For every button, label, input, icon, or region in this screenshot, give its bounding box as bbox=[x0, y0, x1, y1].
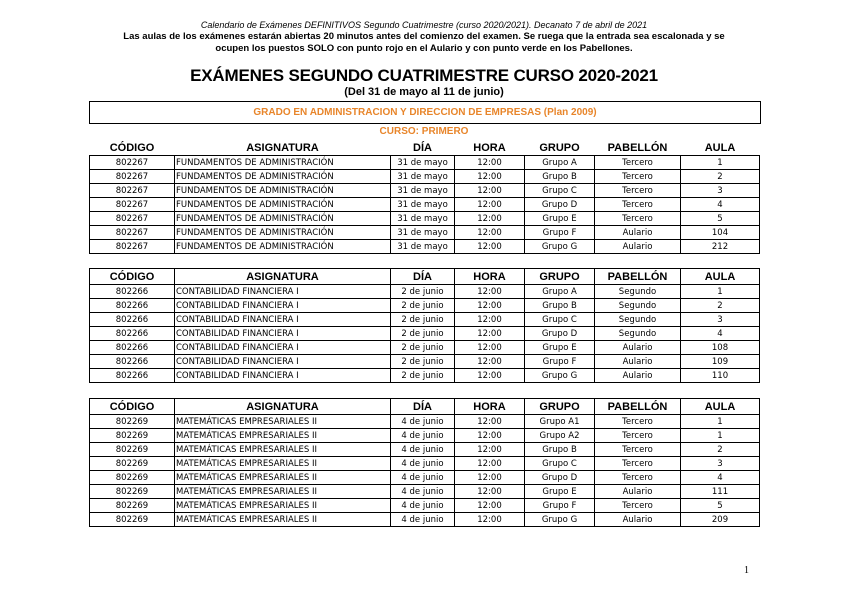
cell-grupo: Grupo A bbox=[525, 285, 595, 299]
cell-pabellon: Aulario bbox=[595, 513, 681, 527]
cell-aula: 4 bbox=[681, 471, 760, 485]
cell-pabellon: Aulario bbox=[595, 240, 681, 254]
cell-aula: 111 bbox=[681, 485, 760, 499]
table-row bbox=[90, 156, 760, 170]
cell-pabellon: Tercero bbox=[595, 471, 681, 485]
cell-hora: 12:00 bbox=[455, 471, 525, 485]
cell-aula: 4 bbox=[681, 327, 760, 341]
page-number: 1 bbox=[744, 565, 749, 576]
cell-codigo: 802267 bbox=[90, 184, 175, 198]
exam-table-fundamentos bbox=[89, 140, 760, 254]
cell-asignatura: MATEMÁTICAS EMPRESARIALES II bbox=[175, 443, 391, 457]
cell-grupo: Grupo D bbox=[525, 327, 595, 341]
col-codigo: CÓDIGO bbox=[90, 140, 175, 156]
cell-asignatura: CONTABILIDAD FINANCIERA I bbox=[175, 369, 391, 383]
cell-dia: 2 de junio bbox=[391, 285, 455, 299]
table-row bbox=[90, 429, 760, 443]
cell-pabellon: Aulario bbox=[595, 341, 681, 355]
cell-codigo: 802266 bbox=[90, 327, 175, 341]
cell-codigo: 802266 bbox=[90, 369, 175, 383]
cell-asignatura: MATEMÁTICAS EMPRESARIALES II bbox=[175, 499, 391, 513]
cell-asignatura: CONTABILIDAD FINANCIERA I bbox=[175, 341, 391, 355]
cell-aula: 2 bbox=[681, 443, 760, 457]
cell-aula: 1 bbox=[681, 285, 760, 299]
cell-grupo: Grupo C bbox=[525, 457, 595, 471]
cell-grupo: Grupo C bbox=[525, 313, 595, 327]
table-header-row bbox=[90, 269, 760, 285]
cell-grupo: Grupo B bbox=[525, 443, 595, 457]
cell-dia: 2 de junio bbox=[391, 341, 455, 355]
cell-hora: 12:00 bbox=[455, 313, 525, 327]
table-row bbox=[90, 415, 760, 429]
cell-aula: 110 bbox=[681, 369, 760, 383]
cell-codigo: 802267 bbox=[90, 212, 175, 226]
cell-grupo: Grupo E bbox=[525, 341, 595, 355]
col-aula: AULA bbox=[681, 140, 760, 156]
table-row bbox=[90, 485, 760, 499]
cell-asignatura: FUNDAMENTOS DE ADMINISTRACIÓN bbox=[175, 226, 391, 240]
cell-codigo: 802266 bbox=[90, 285, 175, 299]
cell-codigo: 802269 bbox=[90, 457, 175, 471]
cell-aula: 1 bbox=[681, 415, 760, 429]
table-row bbox=[90, 240, 760, 254]
cell-asignatura: FUNDAMENTOS DE ADMINISTRACIÓN bbox=[175, 170, 391, 184]
cell-grupo: Grupo F bbox=[525, 499, 595, 513]
cell-pabellon: Segundo bbox=[595, 299, 681, 313]
col-dia: DÍA bbox=[391, 399, 455, 415]
col-asignatura: ASIGNATURA bbox=[175, 399, 391, 415]
cell-aula: 209 bbox=[681, 513, 760, 527]
cell-pabellon: Tercero bbox=[595, 415, 681, 429]
cell-grupo: Grupo G bbox=[525, 369, 595, 383]
cell-dia: 4 de junio bbox=[391, 471, 455, 485]
cell-dia: 4 de junio bbox=[391, 513, 455, 527]
table-row bbox=[90, 513, 760, 527]
cell-asignatura: MATEMÁTICAS EMPRESARIALES II bbox=[175, 485, 391, 499]
cell-asignatura: CONTABILIDAD FINANCIERA I bbox=[175, 299, 391, 313]
cell-aula: 1 bbox=[681, 429, 760, 443]
cell-hora: 12:00 bbox=[455, 499, 525, 513]
page-title: EXÁMENES SEGUNDO CUATRIMESTRE CURSO 2020-2021 bbox=[190, 66, 658, 85]
instructions-line-1: Las aulas de los exámenes estarán abiertas 20 minutos antes del comienzo del examen. Se ruega que la entrada sea escalonada y se bbox=[123, 31, 725, 42]
cell-dia: 4 de junio bbox=[391, 443, 455, 457]
table-row bbox=[90, 327, 760, 341]
table-row bbox=[90, 443, 760, 457]
table-row bbox=[90, 170, 760, 184]
cell-dia: 4 de junio bbox=[391, 485, 455, 499]
cell-asignatura: FUNDAMENTOS DE ADMINISTRACIÓN bbox=[175, 198, 391, 212]
cell-hora: 12:00 bbox=[455, 513, 525, 527]
cell-codigo: 802269 bbox=[90, 499, 175, 513]
cell-pabellon: Segundo bbox=[595, 313, 681, 327]
cell-aula: 3 bbox=[681, 457, 760, 471]
cell-dia: 2 de junio bbox=[391, 327, 455, 341]
cell-codigo: 802269 bbox=[90, 443, 175, 457]
cell-codigo: 802267 bbox=[90, 170, 175, 184]
cell-pabellon: Tercero bbox=[595, 443, 681, 457]
cell-pabellon: Tercero bbox=[595, 170, 681, 184]
cell-codigo: 802269 bbox=[90, 415, 175, 429]
cell-hora: 12:00 bbox=[455, 170, 525, 184]
cell-asignatura: FUNDAMENTOS DE ADMINISTRACIÓN bbox=[175, 240, 391, 254]
cell-dia: 2 de junio bbox=[391, 313, 455, 327]
cell-dia: 31 de mayo bbox=[391, 156, 455, 170]
degree-banner: GRADO EN ADMINISTRACION Y DIRECCION DE EMPRESAS (Plan 2009) bbox=[89, 101, 761, 124]
cell-aula: 1 bbox=[681, 156, 760, 170]
cell-dia: 31 de mayo bbox=[391, 212, 455, 226]
col-hora: HORA bbox=[455, 140, 525, 156]
col-pabellon: PABELLÓN bbox=[595, 140, 681, 156]
cell-hora: 12:00 bbox=[455, 212, 525, 226]
cell-hora: 12:00 bbox=[455, 443, 525, 457]
table-row bbox=[90, 285, 760, 299]
exam-table-contabilidad bbox=[89, 268, 760, 383]
cell-dia: 31 de mayo bbox=[391, 240, 455, 254]
table-row bbox=[90, 184, 760, 198]
cell-grupo: Grupo C bbox=[525, 184, 595, 198]
cell-aula: 2 bbox=[681, 170, 760, 184]
cell-codigo: 802266 bbox=[90, 355, 175, 369]
cell-asignatura: CONTABILIDAD FINANCIERA I bbox=[175, 327, 391, 341]
cell-asignatura: MATEMÁTICAS EMPRESARIALES II bbox=[175, 457, 391, 471]
table-row bbox=[90, 226, 760, 240]
table-row bbox=[90, 369, 760, 383]
cell-pabellon: Tercero bbox=[595, 429, 681, 443]
cell-aula: 104 bbox=[681, 226, 760, 240]
col-asignatura: ASIGNATURA bbox=[175, 140, 391, 156]
cell-grupo: Grupo G bbox=[525, 513, 595, 527]
cell-grupo: Grupo F bbox=[525, 226, 595, 240]
col-dia: DÍA bbox=[391, 140, 455, 156]
cell-hora: 12:00 bbox=[455, 184, 525, 198]
cell-aula: 5 bbox=[681, 212, 760, 226]
cell-asignatura: FUNDAMENTOS DE ADMINISTRACIÓN bbox=[175, 184, 391, 198]
cell-dia: 31 de mayo bbox=[391, 170, 455, 184]
col-hora: HORA bbox=[455, 399, 525, 415]
cell-aula: 3 bbox=[681, 313, 760, 327]
cell-pabellon: Aulario bbox=[595, 355, 681, 369]
col-pabellon: PABELLÓN bbox=[595, 399, 681, 415]
table-row bbox=[90, 212, 760, 226]
cell-pabellon: Tercero bbox=[595, 156, 681, 170]
cell-hora: 12:00 bbox=[455, 156, 525, 170]
cell-pabellon: Aulario bbox=[595, 226, 681, 240]
cell-aula: 4 bbox=[681, 198, 760, 212]
cell-hora: 12:00 bbox=[455, 327, 525, 341]
course-label: CURSO: PRIMERO bbox=[379, 126, 469, 137]
cell-codigo: 802267 bbox=[90, 198, 175, 212]
cell-grupo: Grupo B bbox=[525, 170, 595, 184]
cell-pabellon: Segundo bbox=[595, 327, 681, 341]
cell-dia: 31 de mayo bbox=[391, 184, 455, 198]
cell-grupo: Grupo B bbox=[525, 299, 595, 313]
table-row bbox=[90, 313, 760, 327]
cell-aula: 3 bbox=[681, 184, 760, 198]
cell-hora: 12:00 bbox=[455, 341, 525, 355]
cell-aula: 2 bbox=[681, 299, 760, 313]
cell-grupo: Grupo A2 bbox=[525, 429, 595, 443]
instructions bbox=[60, 31, 788, 55]
col-hora: HORA bbox=[455, 269, 525, 285]
cell-dia: 4 de junio bbox=[391, 415, 455, 429]
exam-table-matematicas bbox=[89, 398, 760, 527]
cell-aula: 109 bbox=[681, 355, 760, 369]
table-row bbox=[90, 299, 760, 313]
cell-codigo: 802266 bbox=[90, 299, 175, 313]
col-aula: AULA bbox=[681, 269, 760, 285]
cell-hora: 12:00 bbox=[455, 299, 525, 313]
cell-hora: 12:00 bbox=[455, 457, 525, 471]
col-codigo: CÓDIGO bbox=[90, 399, 175, 415]
cell-codigo: 802269 bbox=[90, 485, 175, 499]
cell-aula: 108 bbox=[681, 341, 760, 355]
cell-grupo: Grupo D bbox=[525, 198, 595, 212]
cell-codigo: 802266 bbox=[90, 341, 175, 355]
cell-codigo: 802269 bbox=[90, 513, 175, 527]
cell-dia: 4 de junio bbox=[391, 499, 455, 513]
cell-dia: 2 de junio bbox=[391, 299, 455, 313]
cell-codigo: 802269 bbox=[90, 429, 175, 443]
cell-hora: 12:00 bbox=[455, 429, 525, 443]
cell-grupo: Grupo G bbox=[525, 240, 595, 254]
table-row bbox=[90, 471, 760, 485]
cell-hora: 12:00 bbox=[455, 198, 525, 212]
cell-aula: 212 bbox=[681, 240, 760, 254]
cell-asignatura: FUNDAMENTOS DE ADMINISTRACIÓN bbox=[175, 212, 391, 226]
cell-dia: 4 de junio bbox=[391, 429, 455, 443]
cell-hora: 12:00 bbox=[455, 285, 525, 299]
cell-hora: 12:00 bbox=[455, 355, 525, 369]
cell-pabellon: Segundo bbox=[595, 285, 681, 299]
table-row bbox=[90, 355, 760, 369]
cell-hora: 12:00 bbox=[455, 485, 525, 499]
cell-asignatura: MATEMÁTICAS EMPRESARIALES II bbox=[175, 415, 391, 429]
cell-pabellon: Tercero bbox=[595, 499, 681, 513]
cell-grupo: Grupo F bbox=[525, 355, 595, 369]
col-pabellon: PABELLÓN bbox=[595, 269, 681, 285]
table-header-row bbox=[90, 140, 760, 156]
col-asignatura: ASIGNATURA bbox=[175, 269, 391, 285]
col-grupo: GRUPO bbox=[525, 399, 595, 415]
cell-asignatura: MATEMÁTICAS EMPRESARIALES II bbox=[175, 513, 391, 527]
cell-dia: 2 de junio bbox=[391, 355, 455, 369]
cell-pabellon: Tercero bbox=[595, 184, 681, 198]
table-header-row bbox=[90, 399, 760, 415]
cell-pabellon: Aulario bbox=[595, 485, 681, 499]
cell-grupo: Grupo E bbox=[525, 212, 595, 226]
col-grupo: GRUPO bbox=[525, 140, 595, 156]
cell-pabellon: Aulario bbox=[595, 369, 681, 383]
cell-asignatura: MATEMÁTICAS EMPRESARIALES II bbox=[175, 471, 391, 485]
cell-dia: 2 de junio bbox=[391, 369, 455, 383]
cell-hora: 12:00 bbox=[455, 226, 525, 240]
cell-dia: 4 de junio bbox=[391, 457, 455, 471]
cell-asignatura: MATEMÁTICAS EMPRESARIALES II bbox=[175, 429, 391, 443]
cell-codigo: 802267 bbox=[90, 240, 175, 254]
cell-pabellon: Tercero bbox=[595, 457, 681, 471]
col-dia: DÍA bbox=[391, 269, 455, 285]
calendar-note: Calendario de Exámenes DEFINITIVOS Segundo Cuatrimestre (curso 2020/2021). Decanato 7 de abril de 2021 bbox=[200, 20, 648, 30]
table-row bbox=[90, 198, 760, 212]
cell-dia: 31 de mayo bbox=[391, 198, 455, 212]
page-subtitle: (Del 31 de mayo al 11 de junio) bbox=[344, 86, 504, 98]
cell-asignatura: FUNDAMENTOS DE ADMINISTRACIÓN bbox=[175, 156, 391, 170]
cell-codigo: 802267 bbox=[90, 226, 175, 240]
col-codigo: CÓDIGO bbox=[90, 269, 175, 285]
table-row bbox=[90, 457, 760, 471]
cell-asignatura: CONTABILIDAD FINANCIERA I bbox=[175, 313, 391, 327]
col-aula: AULA bbox=[681, 399, 760, 415]
col-grupo: GRUPO bbox=[525, 269, 595, 285]
cell-codigo: 802267 bbox=[90, 156, 175, 170]
cell-pabellon: Tercero bbox=[595, 198, 681, 212]
cell-hora: 12:00 bbox=[455, 415, 525, 429]
cell-codigo: 802266 bbox=[90, 313, 175, 327]
cell-dia: 31 de mayo bbox=[391, 226, 455, 240]
cell-grupo: Grupo A bbox=[525, 156, 595, 170]
cell-asignatura: CONTABILIDAD FINANCIERA I bbox=[175, 285, 391, 299]
cell-grupo: Grupo E bbox=[525, 485, 595, 499]
cell-grupo: Grupo A1 bbox=[525, 415, 595, 429]
cell-hora: 12:00 bbox=[455, 240, 525, 254]
instructions-line-2: ocupen los puestos SOLO con punto rojo en el Aulario y con punto verde en los Pabellones. bbox=[215, 43, 633, 54]
cell-pabellon: Tercero bbox=[595, 212, 681, 226]
cell-grupo: Grupo D bbox=[525, 471, 595, 485]
cell-asignatura: CONTABILIDAD FINANCIERA I bbox=[175, 355, 391, 369]
table-row bbox=[90, 341, 760, 355]
cell-codigo: 802269 bbox=[90, 471, 175, 485]
table-row bbox=[90, 499, 760, 513]
cell-hora: 12:00 bbox=[455, 369, 525, 383]
cell-aula: 5 bbox=[681, 499, 760, 513]
